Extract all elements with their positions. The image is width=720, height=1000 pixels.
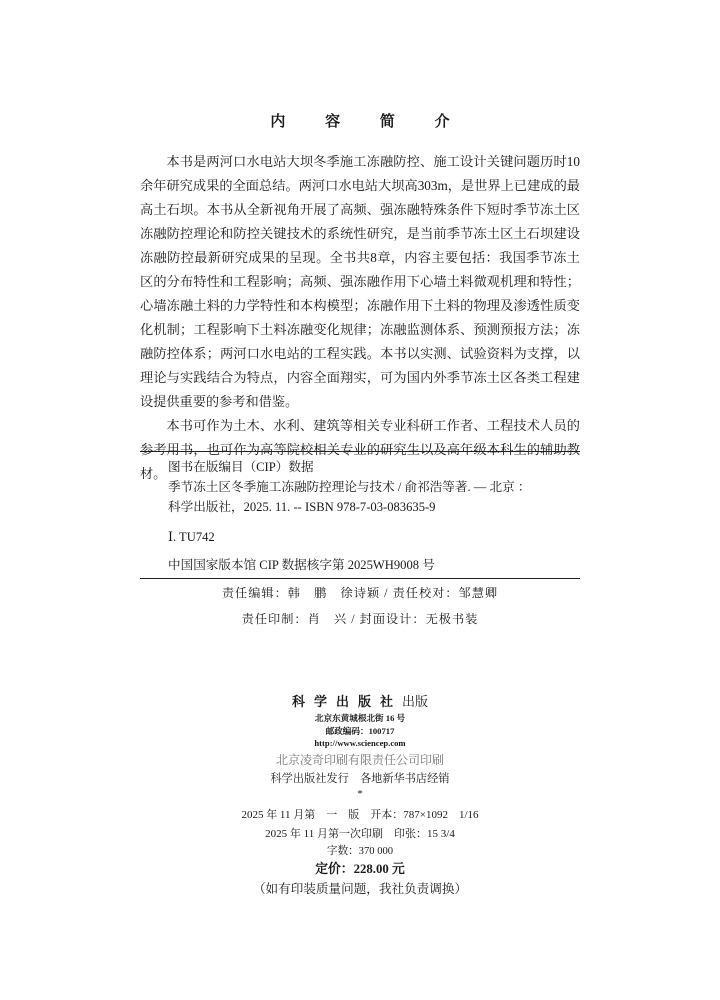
cip-bottom-rule bbox=[140, 578, 580, 579]
page-title: 内 容 简 介 bbox=[270, 114, 468, 130]
cip-entry-line: 科学出版社，2025. 11. -- ISBN 978-7-03-083635-9 bbox=[168, 500, 436, 514]
publisher-line bbox=[0, 691, 720, 710]
abstract-paragraph: 本书是两河口水电站大坝冬季施工冻融防控、施工设计关键问题历时10余年研究成果的全面总结。两河口水电站大坝高303m，是世界上已建成的最高土石坝。本书从全新视角开展了高频、强冻融特殊条件下短时季节冻土区冻融防控理论和防控关键技术的系统性研究，是当前季节冻土区土石坝建设冻融防控最新研究成果的呈现。全书共8章，内容主要包括：我国季节冻土区的分布特性和工程影响；高频、强冻融作用下心墙土料微观机理和特性；心墙冻融土料的力学特性和本构模型；冻融作用下土料的物理及渗透性质变化机制；工程影响下土料冻融变化规律；冻融监测体系、预测预报方法；冻融防控体系；两河口水电站的工程实践。本书以实测、试验资料为支撑，以理论与实践结合为特点，内容全面翔实，可为国内外季节冻土区各类工程建设提供重要的参考和借鉴。 bbox=[140, 154, 580, 409]
abstract-text bbox=[140, 150, 580, 486]
printing-line: 2025 年 11 月第一次印刷 印张：15 3/4 bbox=[265, 828, 455, 840]
word-count: 字数：370 000 bbox=[326, 846, 394, 857]
publisher-postcode: 邮政编码：100717 bbox=[325, 726, 395, 736]
separator-star: * bbox=[357, 788, 363, 800]
abstract-paragraph: 本书可作为土木、水利、建筑等相关专业科研工作者、工程技术人员的参考用书，也可作为高等院校相关专业的研究生以及高年级本科生的辅助教材。 bbox=[140, 418, 580, 481]
publisher-suffix: 出版 bbox=[402, 694, 429, 709]
printer-line: 北京凌奇印刷有限责任公司印刷 bbox=[275, 753, 444, 767]
price: 定价：228.00 元 bbox=[315, 862, 405, 876]
quality-notice: （如有印装质量问题，我社负责调换） bbox=[252, 882, 468, 896]
edition-line: 2025 年 11 月第 一 版 开本：787×1092 1/16 bbox=[241, 809, 479, 821]
cip-record-number: 中国国家版本馆 CIP 数据核字第 2025WH9008 号 bbox=[168, 558, 435, 572]
cip-entry bbox=[168, 477, 580, 517]
publisher-address: 北京东黄城根北街 16 号 bbox=[314, 713, 406, 723]
cip-top-rule bbox=[140, 451, 580, 452]
cip-heading: 图书在版编目（CIP）数据 bbox=[168, 460, 314, 474]
distributor-line: 科学出版社发行 各地新华书店经销 bbox=[270, 773, 450, 785]
production-credits: 责任印制：肖 兴 / 封面设计：无极书装 bbox=[241, 612, 479, 626]
publisher-url: http://www.sciencep.com bbox=[314, 738, 406, 748]
publisher-name: 科学出版社 bbox=[291, 694, 402, 709]
editor-credits: 责任编辑：韩 鹏 徐诗颖 / 责任校对：邹慧卿 bbox=[221, 586, 499, 600]
cip-classification: Ⅰ. TU742 bbox=[168, 530, 215, 544]
cip-entry-line: 季节冻土区冬季施工冻融防控理论与技术 / 俞祁浩等著. — 北京 ： bbox=[168, 480, 531, 494]
